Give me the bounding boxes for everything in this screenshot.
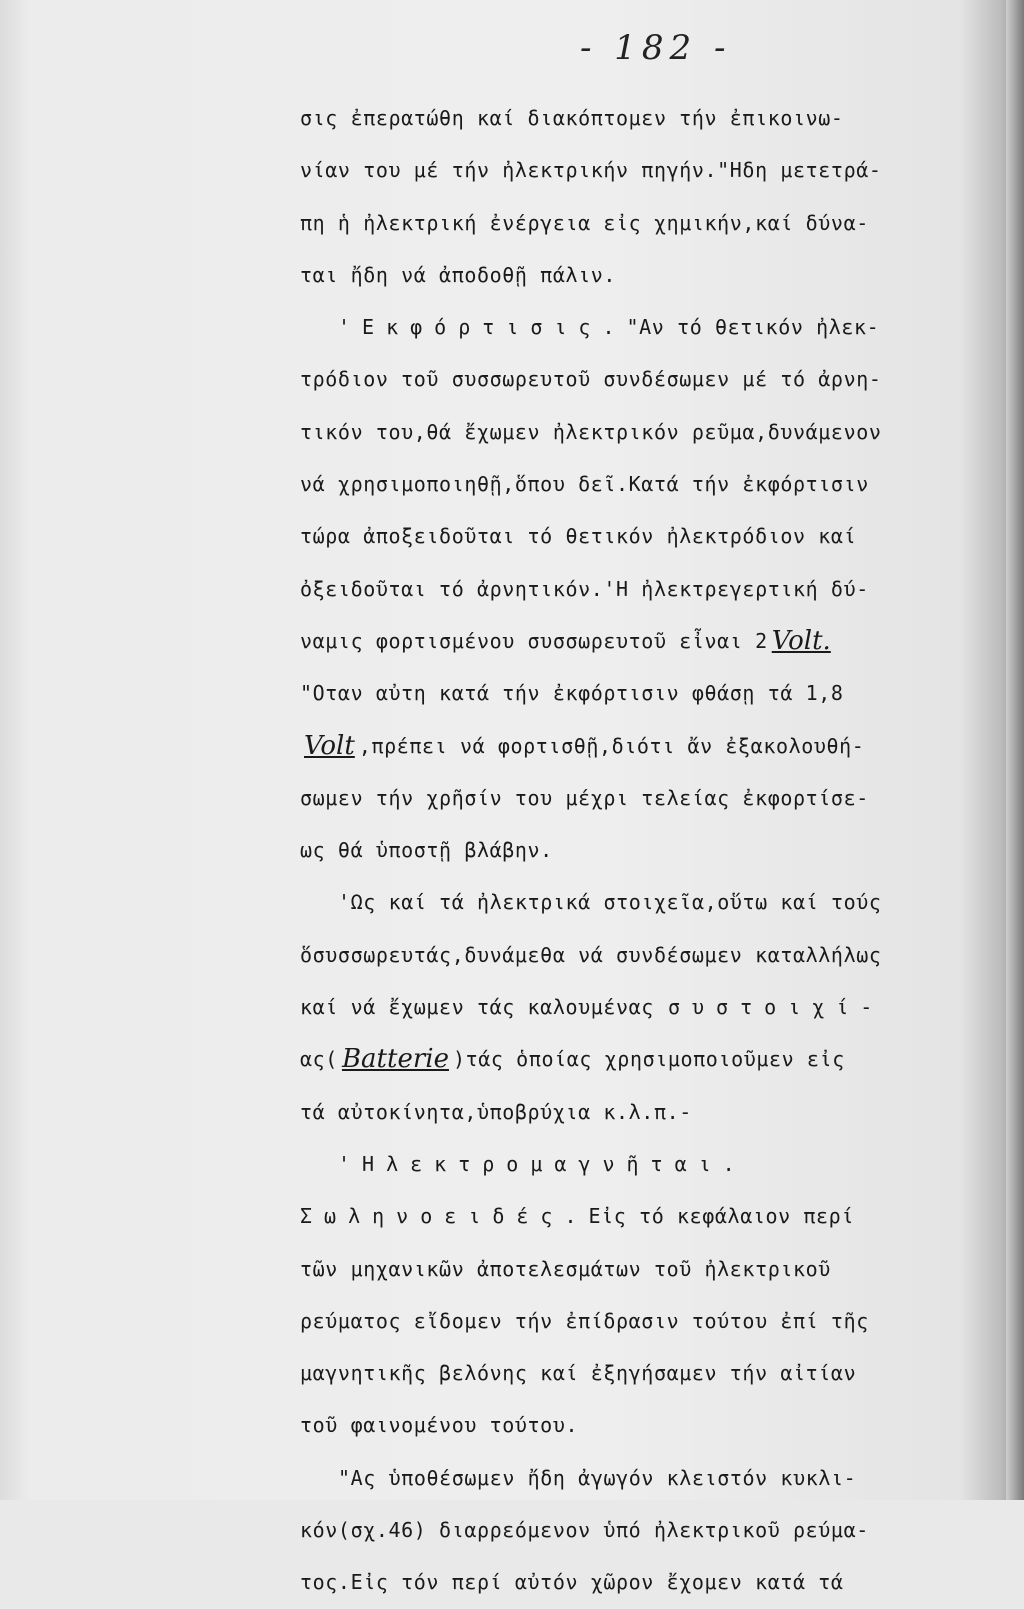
text-line [300,301,940,353]
book-binding-edge [1006,0,1024,1500]
text-line: ται ἤδη νά ἀποδοθῇ πάλιν. [300,262,617,287]
text-line [300,1033,940,1085]
text-line: νά χρησιμοποιηθῇ,ὅπου δεῖ.Κατά τήν ἐκφόρτισιν [300,472,869,497]
spaced-term: συστοιχί- [667,995,885,1020]
text-fragment: ας( [300,1047,338,1072]
text-line: ὀξειδοῦται τό ἀρνητικόν.'Η ἠλεκτρεγερτική δύ- [300,576,869,601]
text-fragment: )τάς ὁποίας χρησιμοποιοῦμεν εἰς [452,1047,845,1072]
text-line: τά αὐτοκίνητα,ὑποβρύχια κ.λ.π.- [300,1099,692,1124]
section-heading-discharge: 'Εκφόρτισις. [338,315,627,340]
text-line: τώρα ἀποξειδοῦται τό θετικόν ἠλεκτρόδιον καί [300,524,857,549]
handwritten-word: Batterie [341,1044,449,1075]
handwritten-word: Volt [304,730,355,761]
text-line: "Οταν αὐτη κατά τήν ἐκφόρτισιν φθάσῃ τά 1,8 [300,681,844,706]
typewritten-body [300,92,940,1609]
text-fragment: Εἰς τό κεφάλαιον περί [588,1204,854,1229]
text-line [300,720,940,772]
handwritten-word: Volt. [771,625,831,656]
section-heading-solenoid: Σωληνοειδές. [300,1204,589,1229]
text-fragment: καί νά ἔχωμεν τάς καλουμένας [300,995,654,1020]
section-heading-electromagnets: 'Ηλεκτρομαγνῆται. [338,1151,747,1176]
text-line: μαγνητικῆς βελόνης καί ἐξηγήσαμεν τήν αἰτίαν [300,1361,857,1386]
text-line: ως θά ὑποστῇ βλάβην. [300,838,553,863]
text-line: 'Ως καί τά ἠλεκτρικά στοιχεῖα,οὕτω καί τούς [338,890,882,915]
text-line [300,981,940,1033]
text-line [300,615,940,667]
text-line: ρεύματος εἴδομεν τήν ἐπίδρασιν τούτου ἐπί τῆς [300,1308,869,1333]
text-line: τοῦ φαινομένου τούτου. [300,1413,579,1438]
text-line: κόν(σχ.46) διαρρεόμενον ὑπό ἠλεκτρικοῦ ρεύμα- [300,1518,869,1543]
text-line: πη ἡ ἠλεκτρική ἐνέργεια εἰς χημικήν,καί δύνα- [300,210,869,235]
text-line: τικόν του,θά ἔχωμεν ἠλεκτρικόν ρεῦμα,δυνάμενον [300,419,882,444]
text-line: ὅσυσσωρευτάς,δυνάμεθα νά συνδέσωμεν καταλλήλως [300,942,882,967]
page-number: - 182 - [580,28,732,68]
text-line [300,1190,940,1242]
text-fragment: ,πρέπει νά φορτισθῇ,διότι ἄν ἐξακολουθή- [358,733,865,758]
text-line: νίαν του μέ τήν ἠλεκτρικήν πηγήν."Ηδη μετετρά- [300,158,882,183]
text-line: τρόδιον τοῦ συσσωρευτοῦ συνδέσωμεν μέ τό ἀρνη- [300,367,882,392]
text-line: "Ας ὑποθέσωμεν ἤδη ἀγωγόν κλειστόν κυκλι- [338,1465,857,1490]
text-fragment: "Αν τό θετικόν ἠλεκ- [626,315,880,340]
text-fragment: ναμις φορτισμένου συσσωρευτοῦ εἶναι 2 [300,628,768,653]
text-line: σωμεν τήν χρῆσίν του μέχρι τελείας ἐκφορτίσε- [300,785,869,810]
text-line: τος.Εἰς τόν περί αὐτόν χῶρον ἔχομεν κατά τά [300,1570,844,1595]
text-line: τῶν μηχανικῶν ἀποτελεσμάτων τοῦ ἠλεκτρικοῦ [300,1256,831,1281]
text-line: σις ἐπερατώθη καί διακόπτομεν τήν ἐπικοινω- [300,106,844,130]
